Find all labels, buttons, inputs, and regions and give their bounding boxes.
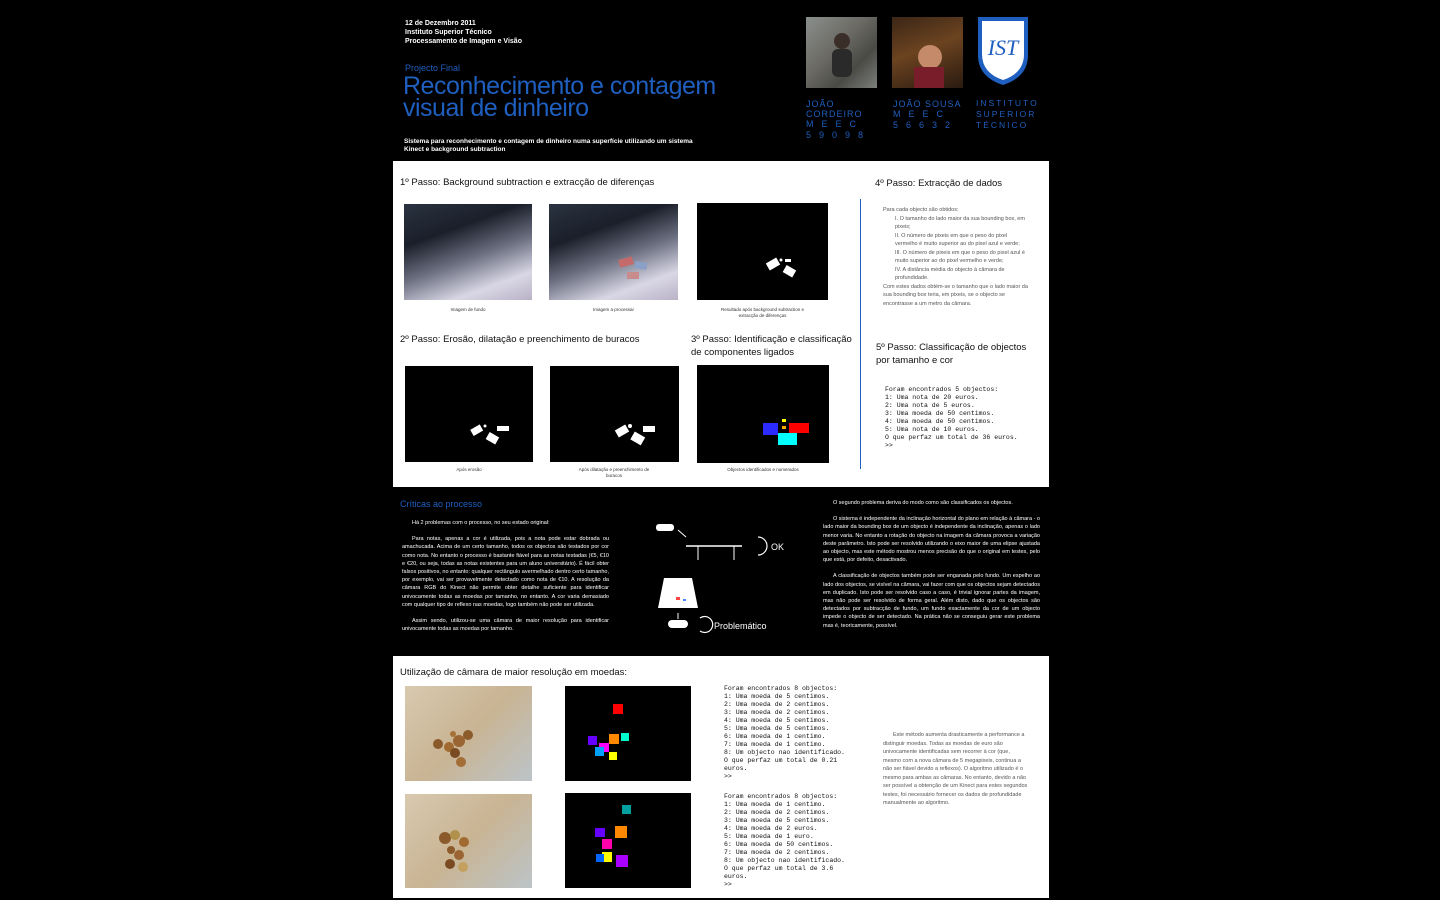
coin-labels-icon: [565, 686, 691, 781]
person-silhouette-icon: [806, 17, 877, 88]
step4-body: [883, 206, 1029, 308]
step3-title: 3º Passo: Identificação e classificação de componentes ligados: [691, 334, 852, 358]
title-line-2: visual de dinheiro: [403, 94, 589, 122]
bills-on-table-icon: [549, 204, 678, 300]
author-2-block: [893, 99, 973, 131]
column-divider: [860, 199, 861, 469]
step1-title: 1º Passo: Background subtraction e extracção de diferenças: [400, 177, 655, 188]
ok-label: OK: [771, 542, 785, 552]
institution-name: [976, 98, 1039, 131]
caption-subtraction: Resultado após background subtraction e extracção de diferenças: [720, 307, 805, 318]
step4-item-4: IV. A distância média do objecto à câmara de profundidade.: [895, 266, 1005, 281]
date-line: 12 de Dezembro 2011: [405, 20, 476, 27]
background-paragraph: A classificação de objectos também pode ser enganada pelo fundo. Um espelho ao lado dos objectos, se visível na câmara, vai fazer com que os objectos sejam detectados em duplicado. Isto pode ser resolvido caso a caso, é trivial ignorar partes da imagem, mas não pode ser resolvido de forma geral. Além disto, dado que os objectos são detectados por subtracção de fundo, um fundo exactamente da cor de um objecto impede o objecto de ser detectado. Na prática não se conseguiu gerar este problema mas é, teoricamente, possível.: [823, 573, 1040, 629]
author-2-number: 56632: [893, 120, 959, 130]
coins-icon: [405, 686, 532, 781]
step4-item-3: III. O número de pixeis em que o peso do pixel azul é muito superior ao do pixel vermelho e verde;: [895, 249, 1025, 264]
coins-labels-1: [565, 686, 691, 781]
school-line: Instituto Superior Técnico: [405, 29, 492, 36]
institution-line-2: SUPERIOR: [976, 109, 1037, 119]
poster-title: [403, 72, 783, 122]
step4-item-1: I. O tamanho do lado maior da sua bounding box, em pixeis;: [895, 215, 1025, 230]
caption-processing: Imagem a processar: [592, 307, 635, 312]
coins-icon: [405, 794, 532, 888]
caption-labeled: Objectos identificados e numerados: [727, 467, 799, 472]
person-silhouette-icon: [892, 17, 963, 88]
poster-meta: [405, 19, 522, 46]
step4-intro: Para cada objecto são obtidos:: [883, 207, 959, 213]
course-line: Processamento de Imagem e Visão: [405, 38, 522, 45]
labeled-components-image: [697, 365, 829, 463]
step4-outro: Com estes dados obtém-se o tamanho que o lado maior da sua bounding box teria, em pixeis, se o objecto se encontrasse a um metro da câmara.: [883, 283, 1028, 307]
step5-title: 5º Passo: Classificação de objectos por tamanho e cor: [876, 342, 1027, 366]
ist-crest-logo: [976, 15, 1030, 87]
subtraction-result-image: [697, 203, 828, 300]
crest-icon: [976, 15, 1030, 87]
title-line-1: Reconhecimento e contagem: [403, 72, 716, 100]
critique-notes-paragraph: Para notas, apenas a cor é utilizada, pois a nota pode estar dobrada ou amachucada. Acima de um certo tamanho, todos os objectos são testados por cor como nota. No entanto o processo é bastante fiável para as notas testadas (€5, €10 e €20, ou seja, todas as notas existentes para um aluno universitário). É fácil obter falsos positivos, no entanto: qualquer rectângulo avermelhado dentro certo tamanho, por exemplo, vai ser provavelmente detectado como nota de €10. A resolução da câmara RGB do Kinect não permite obter detalhe suficiente para identificar univocamente todas as moedas por tamanho, no entanto. A cor varia demasiado com qualquer tipo de reflexo nas moedas, logo também não pode ser utilizada.: [402, 536, 609, 608]
caption-background: Imagem de fundo: [450, 307, 486, 312]
eroded-blobs-icon: [405, 366, 533, 462]
institution-line-3: TÉCNICO: [976, 120, 1029, 130]
step4-item-2: II. O número de pixeis em que o peso do pixel vermelho é muito superior ao do pixel azul e verde;: [895, 232, 1020, 247]
dilated-blobs-icon: [550, 366, 679, 462]
author-1-course: MEEC: [806, 119, 865, 129]
critique-intro: Há 2 problemas com o processo, no seu estado original:: [412, 520, 550, 526]
problem-label: Problemático: [714, 621, 767, 631]
coins-output-2: Foram encontrados 8 objectos: 1: Uma moeda de 1 centimo. 2: Uma moeda de 2 centimos. 3: Uma moeda de 5 centimos. 4: Uma moeda de 2 euros. 5: Uma moeda de 1 euro. 6: Uma moeda de 50 centimos. 7: Uma moeda de 2 centimos. 8: Um objecto nao identificado. O que perfaz um total de 3.6 euros. >>: [724, 793, 845, 888]
classification-problem-intro: O segundo problema deriva do modo como são classificados os objectos.: [833, 500, 1013, 506]
svg-text:IST: IST: [987, 35, 1019, 60]
institution-line-1: INSTITUTO: [976, 98, 1039, 108]
rotation-paragraph: O sistema é independente da inclinação horizontal do plano em relação à câmara - o lado maior da bounding box de um objecto é independente da inclinação, apenas o lado menor varia. No entanto a rotação do objecto na imagem da câmara provoca a variação deste parâmetro. Isto pode ser resolvido utilizando o eixo maior de uma elipse ajustada ao objecto, mas este método mostrou menos precisão do que o original em testes, pelo que está, por defeito, desactivado.: [823, 516, 1040, 564]
high-res-title: Utilização de câmara de maior resolução em moedas:: [400, 667, 628, 678]
step4-title: 4º Passo: Extracção de dados: [875, 178, 1003, 189]
author-2-name: JOÃO SOUSA: [893, 99, 962, 109]
white-blobs-icon: [697, 203, 828, 300]
erosion-image: [405, 366, 533, 462]
colored-components-icon: [697, 365, 829, 463]
step5-console-output: Foram encontrados 5 objectos: 1: Uma nota de 20 euros. 2: Uma nota de 5 euros. 3: Uma moeda de 50 centimos. 4: Uma moeda de 50 centimos. 5: Uma nota de 10 euros. O que perfaz um total de 36 euros. >>: [885, 386, 1018, 449]
critique-right-text: [823, 499, 1040, 630]
critique-solution-paragraph: Assim sendo, utilizou-se uma câmara de maior resolução para identificar univocamente todas as moedas por tamanho.: [402, 618, 609, 633]
coins-photo-1: [405, 686, 532, 781]
high-res-conclusion: Este método aumenta drasticamente a performance a distinguir moedas. Todas as moedas de euro são univocamente identificadas sem recorrer à cor (que, mesmo com a nova câmara de 5 megapixeis, continua a não ser fiável devido a reflexos). O algoritmo utilizado é o mesmo para ambas as câmaras. No entanto, devido a não ser possível a obtenção de um Kinect para estes segundos testes, foi necessário fornecer os dados de profundidade manualmente ao algoritmo.: [883, 732, 1028, 806]
dilation-image: [550, 366, 679, 462]
author-1-name: JOÃO CORDEIRO: [806, 99, 863, 119]
coin-labels-icon: [565, 793, 691, 888]
coins-output-1: Foram encontrados 8 objectos: 1: Uma moeda de 5 centimos. 2: Uma moeda de 2 centimos. 3: Uma moeda de 2 centimos. 4: Uma moeda de 5 centimos. 5: Uma moeda de 5 centimos. 6: Uma moeda de 1 centimo. 7: Uma moeda de 1 centimo. 8: Um objecto nao identificado. O que perfaz um total de 0.21 euros. >>: [724, 685, 845, 780]
high-res-panel: [393, 656, 1049, 898]
steps-panel: [393, 161, 1049, 487]
author-2-course: MEEC: [893, 109, 952, 119]
author-1-number: 59098: [806, 130, 872, 140]
critique-left-text: [402, 519, 609, 633]
author-photo-1: [806, 17, 877, 88]
processing-image: [549, 204, 678, 300]
critique-title: Críticas ao processo: [400, 499, 483, 509]
caption-dilation: Após dilatação e preenchimento de buracos: [578, 467, 650, 478]
coins-labels-2: [565, 793, 691, 888]
poster-summary: Sistema para reconhecimento e contagem de dinheiro numa superfície utilizando um sistema Kinect e background subtraction: [404, 138, 693, 153]
background-image: [404, 204, 532, 300]
caption-erosion: Após erosão: [456, 467, 482, 472]
author-photo-2: [892, 17, 963, 88]
author-1-block: [806, 99, 886, 141]
step2-title: 2º Passo: Erosão, dilatação e preenchimento de buracos: [400, 334, 640, 345]
coins-photo-2: [405, 794, 532, 888]
project-label: Projecto Final: [405, 63, 461, 73]
